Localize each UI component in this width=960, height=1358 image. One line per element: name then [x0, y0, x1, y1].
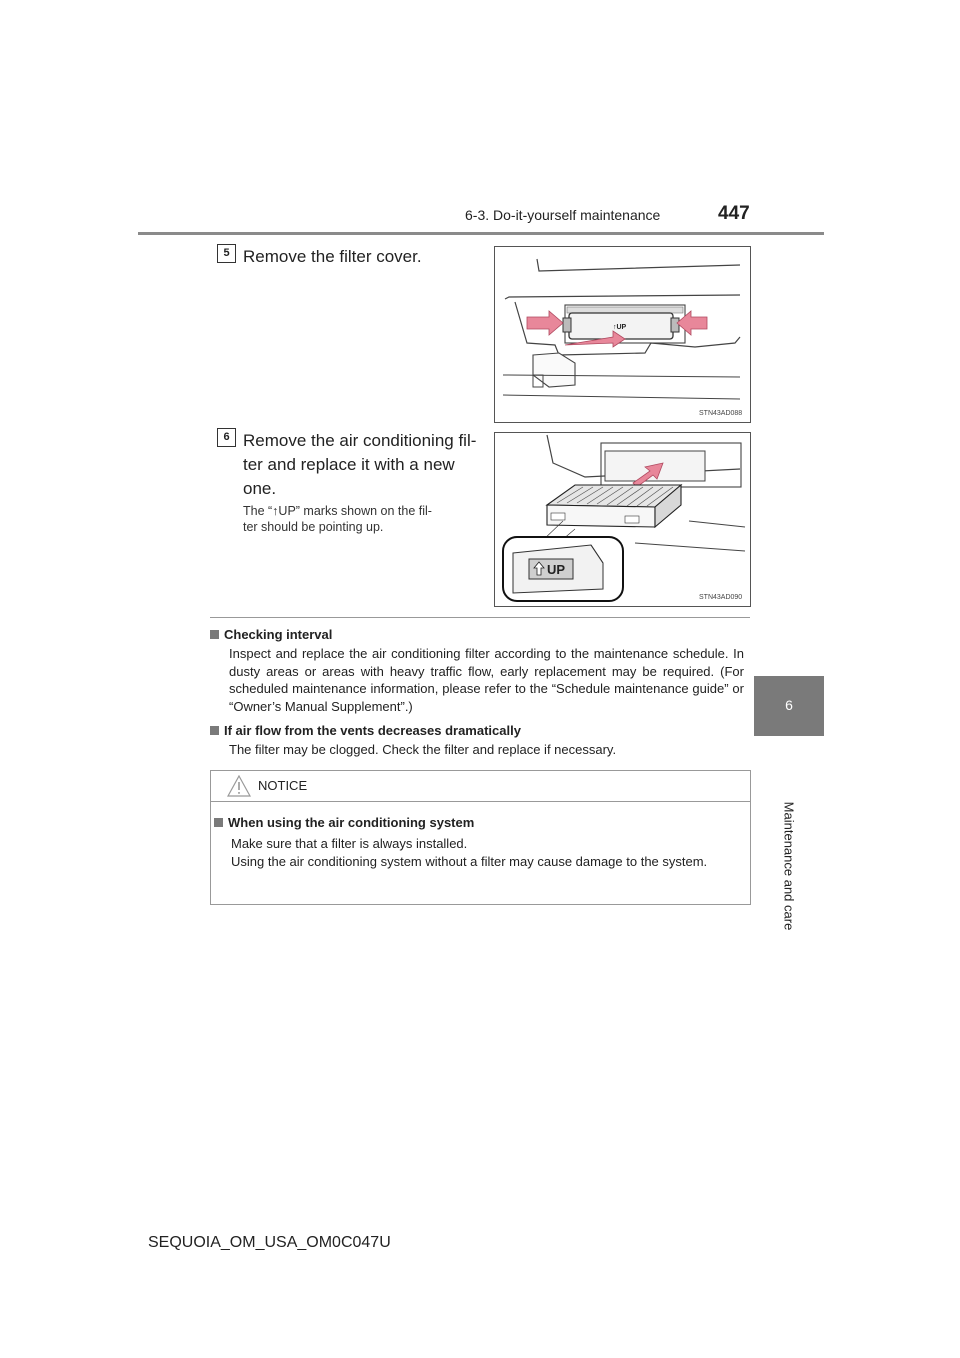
item-heading-checking-interval: Checking interval	[210, 627, 332, 642]
figure-id: STN43AD088	[699, 410, 743, 417]
page-number: 447	[718, 203, 750, 224]
step-6-text-line-1: Remove the air conditioning fil-	[243, 431, 477, 450]
arrow-right-icon	[527, 311, 563, 335]
chapter-title: Maintenance and care	[781, 801, 797, 931]
figure-replace-filter	[494, 432, 751, 607]
notice-line: Make sure that a filter is always installed.	[231, 836, 468, 851]
notice-box	[210, 770, 751, 905]
notice-divider	[211, 801, 750, 802]
document-code: SEQUOIA_OM_USA_OM0C047U	[148, 1234, 391, 1251]
square-bullet-icon	[210, 630, 219, 639]
notice-body	[231, 835, 741, 870]
filter-cover-illustration	[495, 247, 750, 422]
item-body-checking-interval: Inspect and replace the air conditioning filter according to the maintenance schedule. In dusty areas or areas with heavy traffic flow, early replacement may be required. (For scheduled maintenance information, please refer to the “Schedule maintenance guide” or “Owner’s Manual Supplement”.)	[229, 646, 744, 714]
figure-up-mark: UP	[547, 562, 566, 577]
step-6-text-line-3: one.	[243, 479, 277, 498]
warning-icon	[227, 775, 251, 797]
section-divider	[210, 617, 750, 618]
chapter-tab[interactable]	[754, 676, 824, 736]
step-number-6: 6	[217, 428, 236, 447]
notice-heading: When using the air conditioning system	[214, 815, 474, 830]
air-filter-illustration	[495, 433, 750, 606]
notice-line: Using the air conditioning system without a filter may cause damage to the system.	[231, 853, 708, 869]
header-divider	[138, 232, 824, 235]
figure-remove-cover	[494, 246, 751, 423]
square-bullet-icon	[214, 818, 223, 827]
item-body-air-flow: The filter may be clogged. Check the filter and replace if necessary.	[229, 742, 617, 757]
item-heading-air-flow: If air flow from the vents decreases dramatically	[210, 723, 521, 738]
step-number-5: 5	[217, 244, 236, 263]
chapter-number: 6	[785, 697, 793, 713]
arrow-left-icon	[677, 311, 707, 335]
step-5-text: Remove the filter cover.	[243, 247, 422, 266]
step-6-text-line-2: ter and replace it with a new	[243, 455, 455, 474]
step-6-note-line-2: ter should be pointing up.	[243, 520, 384, 534]
figure-id: STN43AD090	[699, 594, 743, 601]
section-title: 6-3. Do-it-yourself maintenance	[465, 207, 661, 223]
step-6-note-line-1: The “↑UP” marks shown on the fil-	[243, 504, 432, 518]
notice-title: NOTICE	[258, 778, 308, 793]
figure-up-mark: ↑UP	[613, 324, 627, 331]
square-bullet-icon	[210, 726, 219, 735]
